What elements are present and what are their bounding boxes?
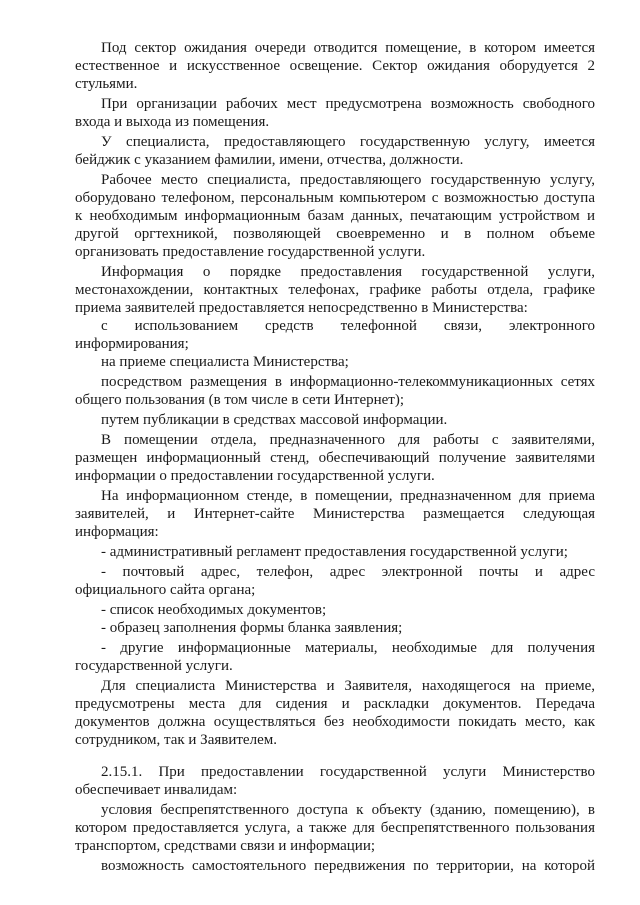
text-line: государственной услуги.: [75, 658, 233, 674]
text-line: котором предоставляется услуга, а также для беспрепятственного пользования: [75, 820, 595, 836]
text-line: информации о предоставлении государственной услуги.: [75, 468, 435, 484]
text-line: условия беспрепятственного доступа к объекту (зданию, помещению), в: [101, 802, 595, 818]
text-line: Информация о порядке предоставления государственной услуги,: [101, 264, 595, 280]
text-line: с использованием средств телефонной связи, электронного: [101, 318, 595, 334]
text-line: На информационном стенде, в помещении, предназначенном для приема: [101, 488, 595, 504]
text-line: размещен информационный стенд, обеспечивающий получение заявителями: [75, 450, 595, 466]
text-line: заявителей, и Интернет-сайте Министерства размещается следующая: [75, 506, 595, 522]
text-line: входа и выхода из помещения.: [75, 114, 270, 130]
text-line: Под сектор ожидания очереди отводится помещение, в котором имеется: [101, 40, 595, 56]
text-line: официального сайта органа;: [75, 582, 256, 598]
text-line: обеспечивает инвалидам:: [75, 782, 238, 798]
text-line: транспортом, средствами связи и информации;: [75, 838, 376, 854]
text-line: сотрудником, так и Заявителем.: [75, 732, 277, 748]
text-line: местонахождении, контактных телефонах, графике работы отдела, графике: [75, 282, 595, 298]
text-line: бейджик с указанием фамилии, имени, отчества, должности.: [75, 152, 464, 168]
text-line: У специалиста, предоставляющего государственную услугу, имеется: [101, 134, 595, 150]
text-line: на приеме специалиста Министерства;: [101, 354, 349, 370]
text-line: возможность самостоятельного передвижения по территории, на которой: [101, 858, 595, 874]
text-line: путем публикации в средствах массовой информации.: [101, 412, 448, 428]
list-item: - другие информационные материалы, необходимые для получения: [101, 640, 595, 656]
text-line: стульями.: [75, 76, 138, 92]
text-line: приема заявителей предоставляется непосредственно в Министерства:: [75, 300, 528, 316]
text-line: посредством размещения в информационно-телекоммуникационных сетях: [101, 374, 595, 390]
section-heading: 2.15.1. При предоставлении государственной услуги Министерство: [101, 764, 595, 780]
list-item: - административный регламент предоставления государственной услуги;: [101, 544, 568, 560]
text-line: естественное и искусственное освещение. Сектор ожидания оборудуется 2: [75, 58, 595, 74]
text-line: общего пользования (в том числе в сети Интернет);: [75, 392, 405, 408]
text-line: При организации рабочих мест предусмотрена возможность свободного: [101, 96, 595, 112]
list-item: - образец заполнения формы бланка заявления;: [101, 620, 403, 636]
text-line: другой оргтехникой, позволяющей своевременно и в полном объеме: [75, 226, 595, 242]
text-line: к необходимым информационным базам данных, печатающим устройством и: [75, 208, 595, 224]
list-item: - список необходимых документов;: [101, 602, 327, 618]
list-item: - почтовый адрес, телефон, адрес электронной почты и адрес: [101, 564, 595, 580]
text-line: Рабочее место специалиста, предоставляющего государственную услугу,: [101, 172, 595, 188]
text-line: оборудовано телефоном, персональным компьютером с возможностью доступа: [75, 190, 595, 206]
text-line: предусмотрены места для сидения и раскладки документов. Передача: [75, 696, 595, 712]
text-line: информация:: [75, 524, 159, 540]
text-line: Для специалиста Министерства и Заявителя, находящегося на приеме,: [101, 678, 595, 694]
text-line: информирования;: [75, 336, 189, 352]
text-line: организовать предоставление государственной услуги.: [75, 244, 426, 260]
text-line: документов должна осуществляться без необходимости покидать место, как: [75, 714, 595, 730]
text-line: В помещении отдела, предназначенного для работы с заявителями,: [101, 432, 595, 448]
